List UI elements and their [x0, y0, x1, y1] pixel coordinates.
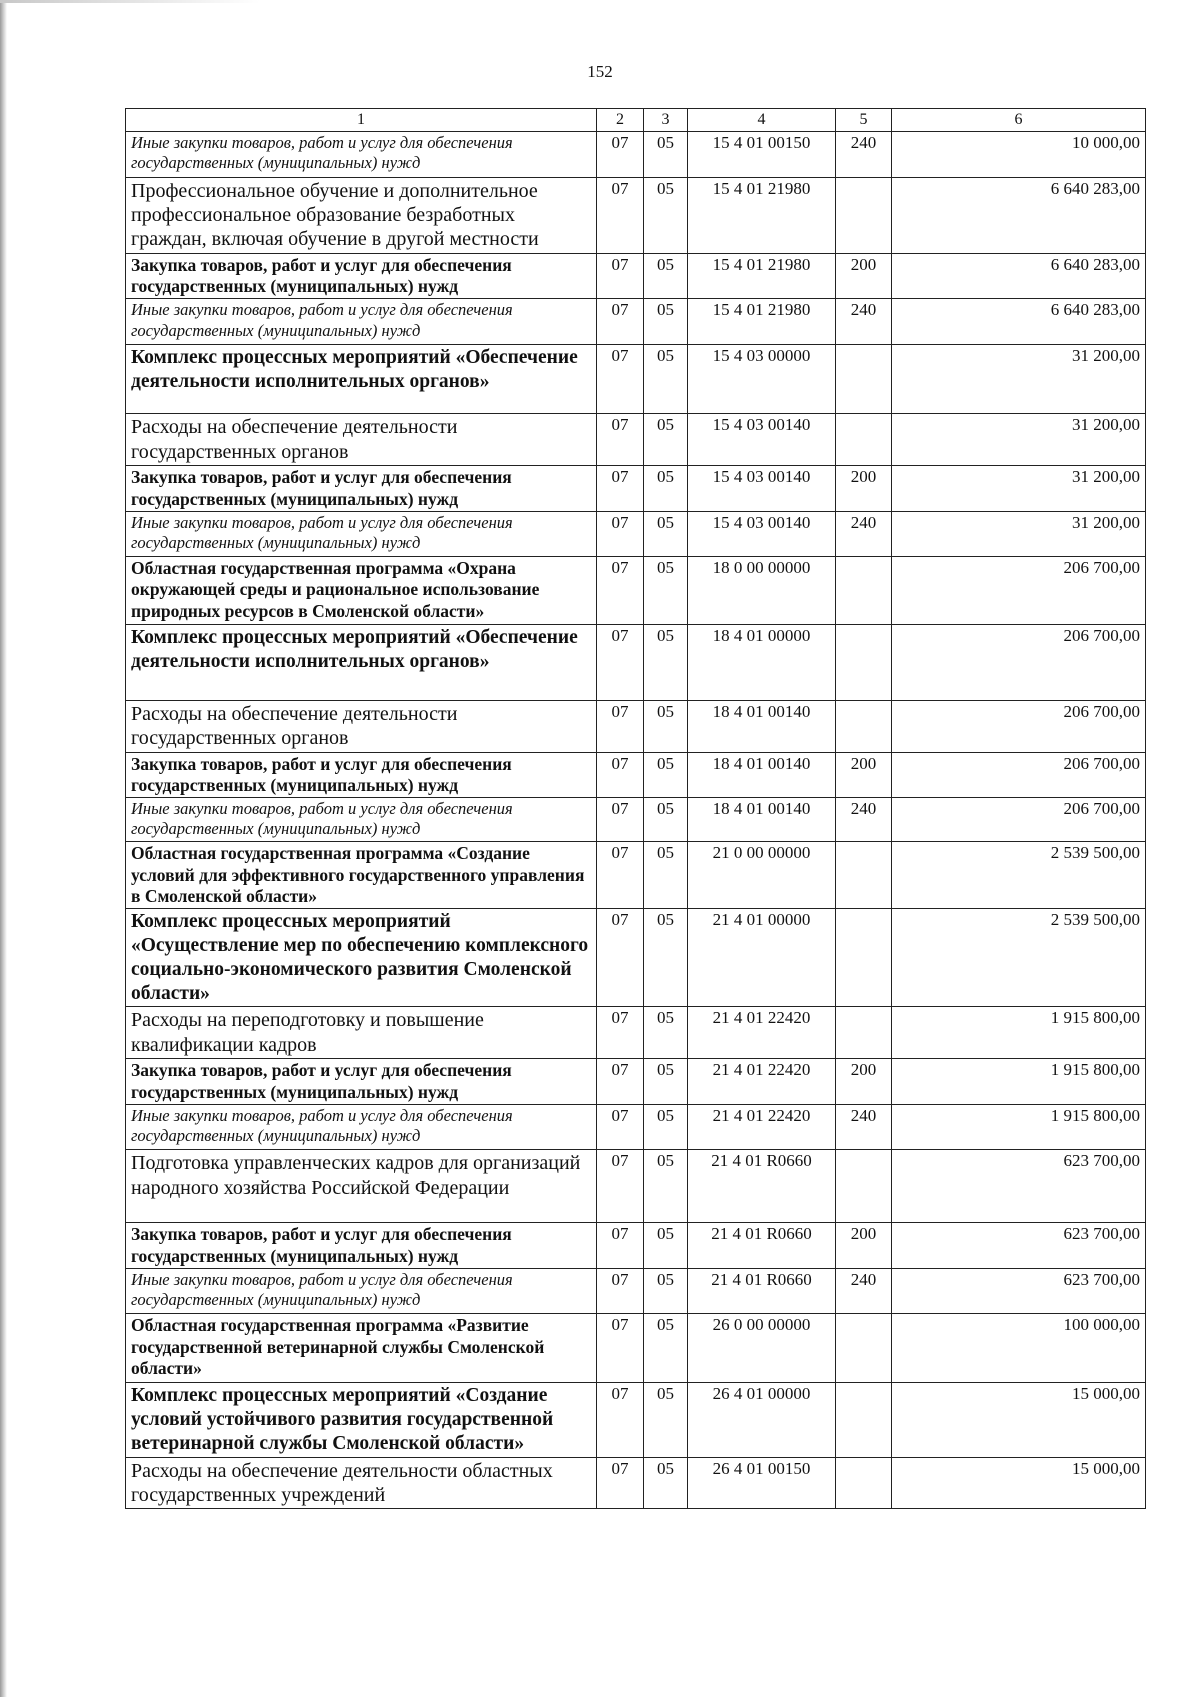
subsection-code: 05	[644, 1150, 688, 1223]
item-name: Комплекс процессных мероприятий «Создание условий устойчивого развития государственной ветеринарной службы Смоленской области»	[126, 1383, 597, 1457]
target-article-code: 18 4 01 00000	[688, 624, 836, 700]
table-row	[126, 1150, 1146, 1223]
expense-type-code	[836, 1383, 892, 1457]
section-code: 07	[597, 752, 644, 798]
item-name: Закупка товаров, работ и услуг для обеспечения государственных (муниципальных) нужд	[126, 1223, 597, 1269]
target-article-code: 21 4 01 00000	[688, 909, 836, 1007]
amount: 206 700,00	[892, 798, 1146, 842]
table-row	[126, 798, 1146, 842]
column-header: 4	[688, 109, 836, 132]
subsection-code: 05	[644, 414, 688, 466]
amount: 31 200,00	[892, 511, 1146, 556]
subsection-code: 05	[644, 1383, 688, 1457]
expense-type-code	[836, 1314, 892, 1383]
table-row	[126, 466, 1146, 512]
amount: 15 000,00	[892, 1383, 1146, 1457]
section-code: 07	[597, 299, 644, 345]
expense-type-code	[836, 1150, 892, 1223]
section-code: 07	[597, 1314, 644, 1383]
item-name: Закупка товаров, работ и услуг для обеспечения государственных (муниципальных) нужд	[126, 466, 597, 512]
item-name: Областная государственная программа «Развитие государственной ветеринарной службы Смоленской области»	[126, 1314, 597, 1383]
item-name: Расходы на обеспечение деятельности областных государственных учреждений	[126, 1457, 597, 1509]
subsection-code: 05	[644, 1007, 688, 1059]
subsection-code: 05	[644, 299, 688, 345]
amount: 623 700,00	[892, 1269, 1146, 1314]
item-name: Иные закупки товаров, работ и услуг для обеспечения государственных (муниципальных) нужд	[126, 1105, 597, 1150]
table-row	[126, 511, 1146, 556]
table-row	[126, 624, 1146, 700]
subsection-code: 05	[644, 1269, 688, 1314]
target-article-code: 15 4 03 00000	[688, 345, 836, 414]
target-article-code: 15 4 01 21980	[688, 299, 836, 345]
section-code: 07	[597, 1105, 644, 1150]
target-article-code: 15 4 03 00140	[688, 511, 836, 556]
table-row	[126, 299, 1146, 345]
item-name: Комплекс процессных мероприятий «Обеспечение деятельности исполнительных органов»	[126, 624, 597, 700]
table-row	[126, 842, 1146, 909]
expense-type-code	[836, 345, 892, 414]
expense-type-code	[836, 177, 892, 253]
amount: 31 200,00	[892, 466, 1146, 512]
section-code: 07	[597, 842, 644, 909]
subsection-code: 05	[644, 177, 688, 253]
expense-type-code	[836, 556, 892, 624]
expense-type-code	[836, 1457, 892, 1509]
subsection-code: 05	[644, 909, 688, 1007]
section-code: 07	[597, 1383, 644, 1457]
scan-top-shadow	[0, 0, 260, 3]
subsection-code: 05	[644, 1314, 688, 1383]
table-row	[126, 556, 1146, 624]
amount: 1 915 800,00	[892, 1105, 1146, 1150]
expense-type-code	[836, 909, 892, 1007]
expense-type-code: 200	[836, 1059, 892, 1105]
subsection-code: 05	[644, 752, 688, 798]
amount: 6 640 283,00	[892, 177, 1146, 253]
section-code: 07	[597, 1457, 644, 1509]
column-header: 5	[836, 109, 892, 132]
subsection-code: 05	[644, 798, 688, 842]
budget-table	[125, 108, 1146, 1509]
target-article-code: 26 0 00 00000	[688, 1314, 836, 1383]
table-row	[126, 1269, 1146, 1314]
table-row	[126, 1457, 1146, 1509]
subsection-code: 05	[644, 556, 688, 624]
table-row	[126, 1223, 1146, 1269]
item-name: Иные закупки товаров, работ и услуг для обеспечения государственных (муниципальных) нужд	[126, 1269, 597, 1314]
target-article-code: 21 4 01 R0660	[688, 1269, 836, 1314]
target-article-code: 21 4 01 22420	[688, 1059, 836, 1105]
target-article-code: 18 4 01 00140	[688, 752, 836, 798]
expense-type-code: 240	[836, 131, 892, 177]
expense-type-code	[836, 624, 892, 700]
table-row	[126, 1059, 1146, 1105]
item-name: Подготовка управленческих кадров для организаций народного хозяйства Российской Федерации	[126, 1150, 597, 1223]
target-article-code: 21 4 01 22420	[688, 1105, 836, 1150]
expense-type-code: 200	[836, 1223, 892, 1269]
section-code: 07	[597, 253, 644, 299]
target-article-code: 18 4 01 00140	[688, 700, 836, 752]
expense-type-code	[836, 700, 892, 752]
page-number: 152	[587, 62, 613, 81]
section-code: 07	[597, 1269, 644, 1314]
table-row	[126, 345, 1146, 414]
target-article-code: 15 4 03 00140	[688, 466, 836, 512]
amount: 10 000,00	[892, 131, 1146, 177]
column-header-row	[126, 109, 1146, 132]
subsection-code: 05	[644, 253, 688, 299]
section-code: 07	[597, 511, 644, 556]
item-name: Закупка товаров, работ и услуг для обеспечения государственных (муниципальных) нужд	[126, 752, 597, 798]
subsection-code: 05	[644, 1457, 688, 1509]
table-row	[126, 414, 1146, 466]
item-name: Иные закупки товаров, работ и услуг для обеспечения государственных (муниципальных) нужд	[126, 299, 597, 345]
section-code: 07	[597, 1007, 644, 1059]
section-code: 07	[597, 466, 644, 512]
section-code: 07	[597, 414, 644, 466]
subsection-code: 05	[644, 131, 688, 177]
item-name: Расходы на обеспечение деятельности государственных органов	[126, 414, 597, 466]
subsection-code: 05	[644, 624, 688, 700]
table-row	[126, 177, 1146, 253]
subsection-code: 05	[644, 700, 688, 752]
subsection-code: 05	[644, 1223, 688, 1269]
expense-type-code: 240	[836, 299, 892, 345]
table-row	[126, 1314, 1146, 1383]
subsection-code: 05	[644, 345, 688, 414]
target-article-code: 15 4 01 21980	[688, 253, 836, 299]
amount: 206 700,00	[892, 752, 1146, 798]
item-name: Областная государственная программа «Создание условий для эффективного государственного управления в Смоленской области»	[126, 842, 597, 909]
table-row	[126, 909, 1146, 1007]
expense-type-code: 240	[836, 511, 892, 556]
target-article-code: 26 4 01 00150	[688, 1457, 836, 1509]
amount: 1 915 800,00	[892, 1007, 1146, 1059]
target-article-code: 21 4 01 R0660	[688, 1150, 836, 1223]
expense-type-code: 240	[836, 1105, 892, 1150]
subsection-code: 05	[644, 466, 688, 512]
target-article-code: 18 4 01 00140	[688, 798, 836, 842]
item-name: Иные закупки товаров, работ и услуг для обеспечения государственных (муниципальных) нужд	[126, 511, 597, 556]
amount: 623 700,00	[892, 1150, 1146, 1223]
target-article-code: 21 0 00 00000	[688, 842, 836, 909]
table-row	[126, 1383, 1146, 1457]
amount: 31 200,00	[892, 414, 1146, 466]
target-article-code: 21 4 01 R0660	[688, 1223, 836, 1269]
item-name: Профессиональное обучение и дополнительное профессиональное образование безработных граждан, включая обучение в другой местности	[126, 177, 597, 253]
subsection-code: 05	[644, 511, 688, 556]
target-article-code: 26 4 01 00000	[688, 1383, 836, 1457]
amount: 623 700,00	[892, 1223, 1146, 1269]
expense-type-code: 200	[836, 253, 892, 299]
item-name: Расходы на обеспечение деятельности государственных органов	[126, 700, 597, 752]
section-code: 07	[597, 345, 644, 414]
amount: 2 539 500,00	[892, 909, 1146, 1007]
column-header: 6	[892, 109, 1146, 132]
item-name: Комплекс процессных мероприятий «Обеспечение деятельности исполнительных органов»	[126, 345, 597, 414]
section-code: 07	[597, 798, 644, 842]
table-row	[126, 1105, 1146, 1150]
scan-edge-shadow	[0, 0, 7, 1697]
column-header: 3	[644, 109, 688, 132]
section-code: 07	[597, 624, 644, 700]
target-article-code: 15 4 03 00140	[688, 414, 836, 466]
table-body	[126, 109, 1146, 1509]
amount: 15 000,00	[892, 1457, 1146, 1509]
amount: 206 700,00	[892, 700, 1146, 752]
amount: 6 640 283,00	[892, 299, 1146, 345]
subsection-code: 05	[644, 1059, 688, 1105]
amount: 100 000,00	[892, 1314, 1146, 1383]
table-row	[126, 752, 1146, 798]
item-name: Закупка товаров, работ и услуг для обеспечения государственных (муниципальных) нужд	[126, 253, 597, 299]
amount: 31 200,00	[892, 345, 1146, 414]
column-header: 2	[597, 109, 644, 132]
item-name: Иные закупки товаров, работ и услуг для обеспечения государственных (муниципальных) нужд	[126, 131, 597, 177]
expense-type-code: 200	[836, 752, 892, 798]
target-article-code: 15 4 01 00150	[688, 131, 836, 177]
expense-type-code	[836, 414, 892, 466]
section-code: 07	[597, 177, 644, 253]
item-name: Иные закупки товаров, работ и услуг для обеспечения государственных (муниципальных) нужд	[126, 798, 597, 842]
item-name: Закупка товаров, работ и услуг для обеспечения государственных (муниципальных) нужд	[126, 1059, 597, 1105]
amount: 2 539 500,00	[892, 842, 1146, 909]
section-code: 07	[597, 1223, 644, 1269]
target-article-code: 21 4 01 22420	[688, 1007, 836, 1059]
item-name: Комплекс процессных мероприятий «Осуществление мер по обеспечению комплексного социально-экономического развития Смоленской области»	[126, 909, 597, 1007]
section-code: 07	[597, 1150, 644, 1223]
amount: 206 700,00	[892, 556, 1146, 624]
item-name: Расходы на переподготовку и повышение квалификации кадров	[126, 1007, 597, 1059]
subsection-code: 05	[644, 842, 688, 909]
table-row	[126, 131, 1146, 177]
expense-type-code	[836, 1007, 892, 1059]
target-article-code: 18 0 00 00000	[688, 556, 836, 624]
table-row	[126, 1007, 1146, 1059]
table-row	[126, 700, 1146, 752]
amount: 206 700,00	[892, 624, 1146, 700]
expense-type-code: 240	[836, 1269, 892, 1314]
item-name: Областная государственная программа «Охрана окружающей среды и рациональное использование природных ресурсов в Смоленской области»	[126, 556, 597, 624]
amount: 1 915 800,00	[892, 1059, 1146, 1105]
expense-type-code: 240	[836, 798, 892, 842]
target-article-code: 15 4 01 21980	[688, 177, 836, 253]
section-code: 07	[597, 700, 644, 752]
expense-type-code	[836, 842, 892, 909]
section-code: 07	[597, 556, 644, 624]
expense-type-code: 200	[836, 466, 892, 512]
section-code: 07	[597, 131, 644, 177]
table-row	[126, 253, 1146, 299]
subsection-code: 05	[644, 1105, 688, 1150]
column-header: 1	[126, 109, 597, 132]
section-code: 07	[597, 909, 644, 1007]
section-code: 07	[597, 1059, 644, 1105]
amount: 6 640 283,00	[892, 253, 1146, 299]
